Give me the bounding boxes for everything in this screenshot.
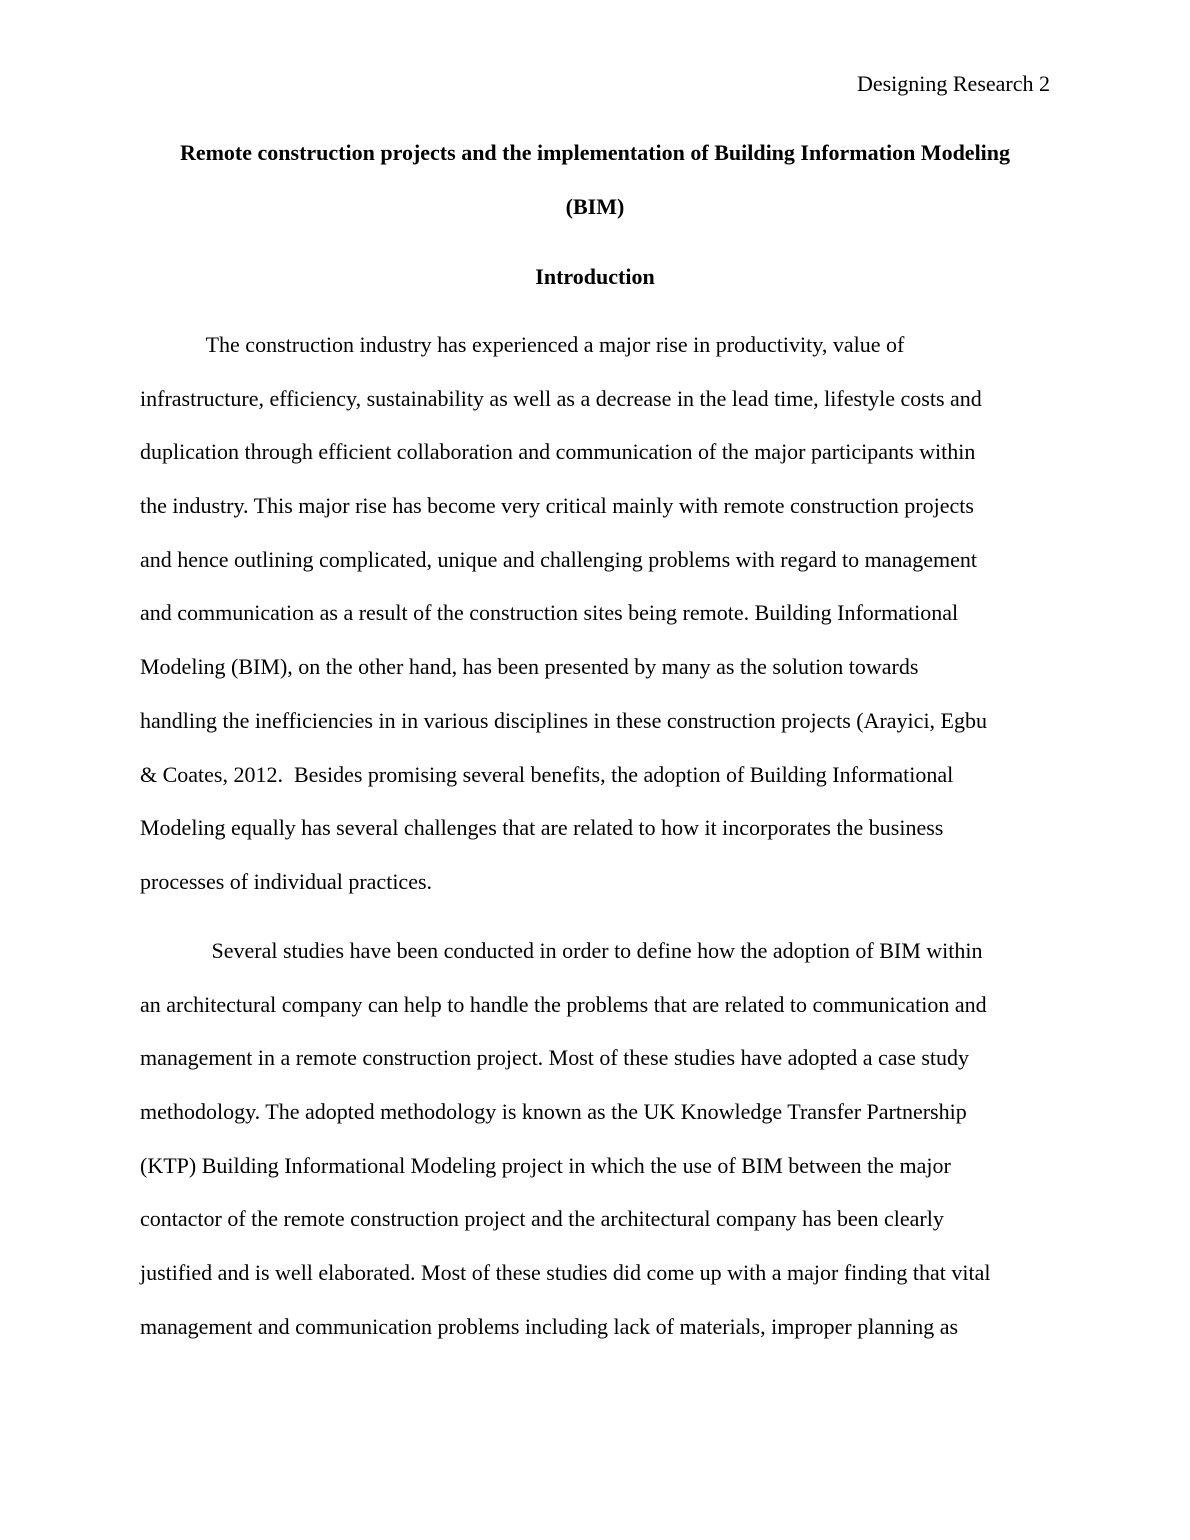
body-paragraph [140,318,1050,909]
text-line: duplication through efficient collaboration and communication of the major participants within [140,439,976,465]
section-heading: Introduction [535,264,655,289]
text-line: and hence outlining complicated, unique and challenging problems with regard to management [140,546,977,572]
text-line: justified and is well elaborated. Most of these studies did come up with a major finding that vital [140,1260,991,1286]
text-line: handling the inefficiencies in in various disciplines in these construction projects (Arayici, Egbu [140,707,987,733]
text-line: infrastructure, efficiency, sustainability as well as a decrease in the lead time, lifestyle costs and [140,385,982,411]
text-line: processes of individual practices. [140,868,433,894]
text-line: Modeling equally has several challenges that are related to how it incorporates the business [140,815,944,841]
paper-title [140,126,1050,234]
text-line: & Coates, 2012. Besides promising several benefits, the adoption of Building Informational [140,761,954,787]
text-line: methodology. The adopted methodology is known as the UK Knowledge Transfer Partnership [140,1099,967,1125]
text-line: management in a remote construction project. Most of these studies have adopted a case study [140,1045,970,1071]
text-line: management and communication problems including lack of materials, improper planning as [140,1313,959,1339]
text-line: Several studies have been conducted in order to define how the adoption of BIM within [140,938,983,963]
body-paragraph [140,924,1050,1354]
text-line: contactor of the remote construction project and the architectural company has been clearly [140,1206,944,1232]
text-line: an architectural company can help to handle the problems that are related to communication and [140,991,987,1017]
text-line: the industry. This major rise has become very critical mainly with remote construction projects [140,493,974,519]
running-head: Designing Research 2 [856,71,1050,96]
title-line: Remote construction projects and the implementation of Building Information Modeling [179,140,1011,165]
text-line: and communication as a result of the construction sites being remote. Building Informational [140,600,959,626]
text-line: The construction industry has experienced a major rise in productivity, value of [140,332,905,357]
text-line: (KTP) Building Informational Modeling project in which the use of BIM between the major [140,1152,951,1178]
text-line: Modeling (BIM), on the other hand, has been presented by many as the solution towards [140,654,919,680]
title-line: (BIM) [565,194,625,219]
